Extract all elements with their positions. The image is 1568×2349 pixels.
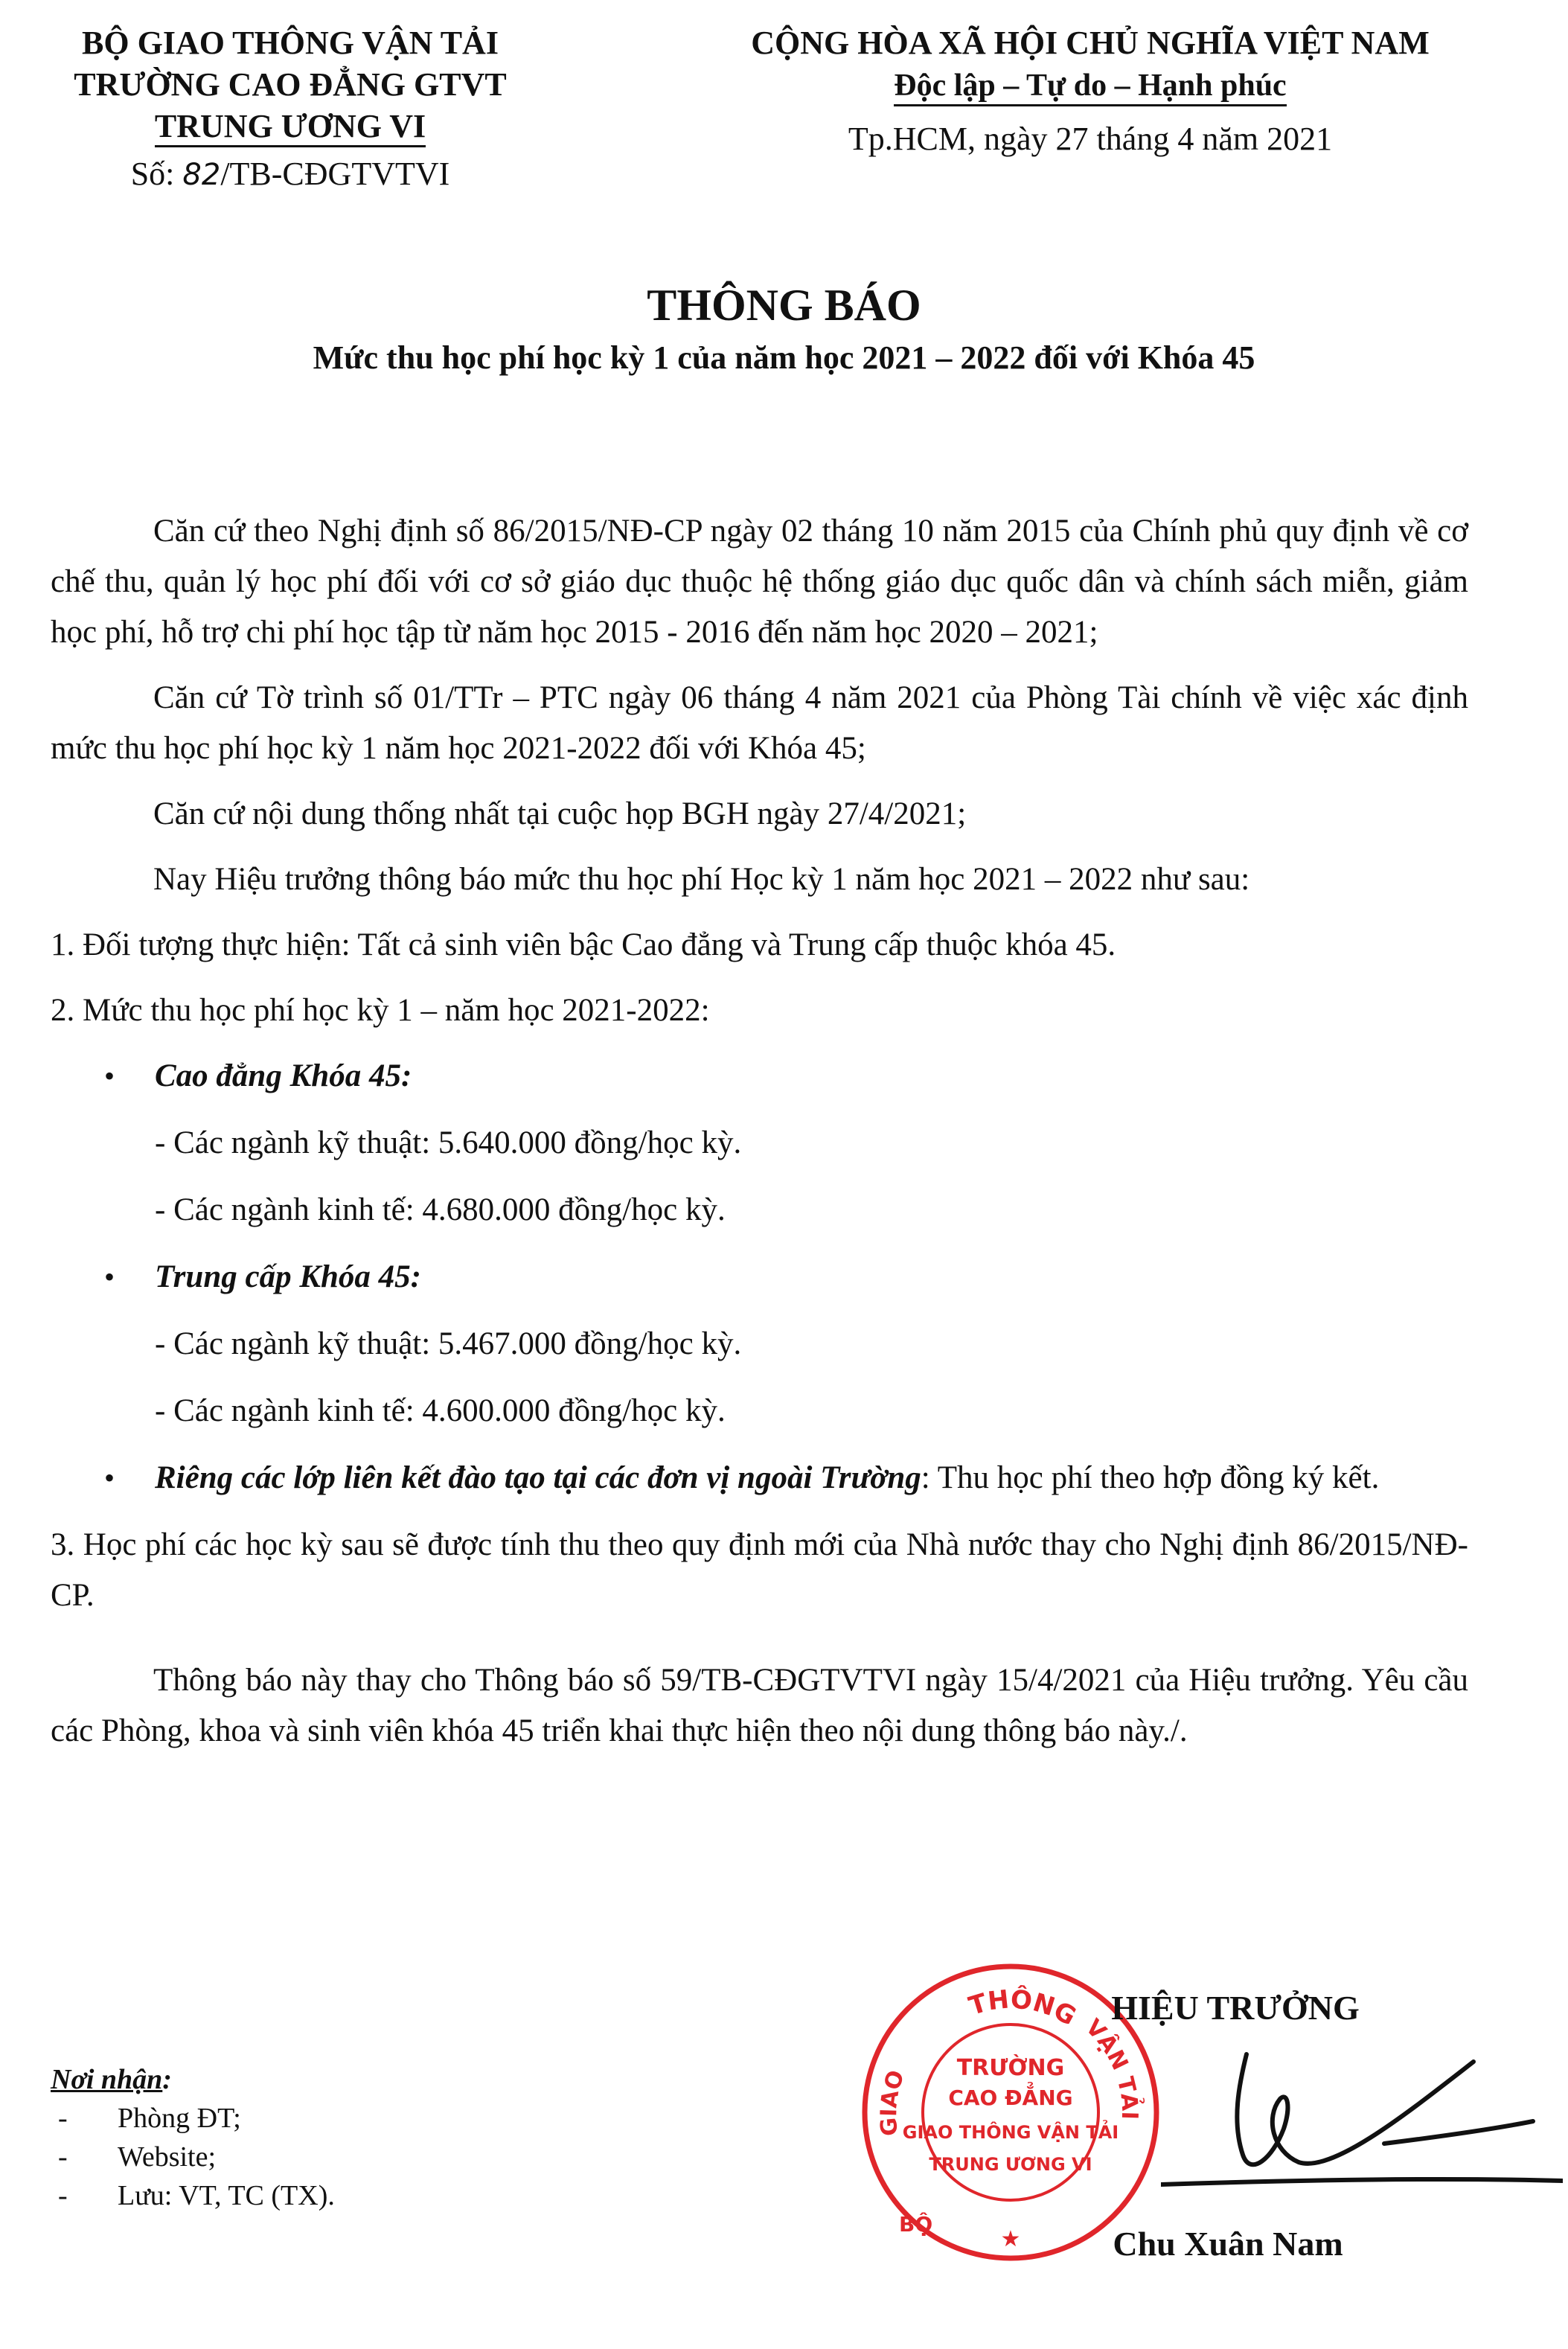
document-number	[30, 153, 551, 196]
legal-basis-1: Căn cứ theo Nghị định số 86/2015/NĐ-CP ngày 02 tháng 10 năm 2015 của Chính phủ quy định về cơ chế thu, quản lý học phí đối với cơ sở giáo dục thuộc hệ thống giáo dục quốc dân và chính sách miễn, giảm học phí, hỗ trợ chi phí học tập từ năm học 2015 - 2016 đến năm học 2020 – 2021;	[51, 514, 1468, 650]
document-body	[51, 506, 1468, 1771]
national-motto: Độc lập – Tự do – Hạnh phúc	[894, 67, 1286, 106]
legal-basis-3: Căn cứ nội dung thống nhất tại cuộc họp BGH ngày 27/4/2021;	[153, 796, 967, 831]
recipient-dash: -	[58, 2103, 68, 2134]
document-number-suffix: /TB-CĐGTVTVI	[220, 156, 450, 192]
cao-dang-heading: Cao đẳng Khóa 45:	[155, 1058, 412, 1093]
signatory-name: Chu Xuân Nam	[1113, 2225, 1343, 2263]
announcement-intro: Nay Hiệu trưởng thông báo mức thu học phí Học kỳ 1 năm học 2021 – 2022 như sau:	[153, 862, 1250, 897]
document-number-handwritten: 82	[182, 158, 221, 192]
seal-line-1: TRƯỜNG	[956, 2055, 1065, 2081]
recipient-dash: -	[58, 2141, 68, 2173]
bullet-cao-dang	[51, 1051, 1468, 1102]
seal-line-2: CAO ĐẲNG	[948, 2086, 1073, 2110]
closing-paragraph: Thông báo này thay cho Thông báo số 59/TB-CĐGTVTVI ngày 15/4/2021 của Hiệu trưởng. Yêu cầu các Phòng, khoa và sinh viên khóa 45 triển khai thực hiện theo nội dung thông báo này./.	[51, 1663, 1468, 1748]
school-name-line2: TRUNG ƯƠNG VI	[155, 108, 426, 147]
bullet-dot: •	[104, 1461, 115, 1495]
seal-ring-bottom: BỘ	[899, 2212, 933, 2237]
agency-header	[30, 22, 551, 196]
recipient-label: Website;	[118, 2141, 217, 2173]
document-title	[0, 279, 1568, 380]
bullet-trung-cap	[51, 1252, 1468, 1303]
recipient-label: Phòng ĐT;	[118, 2103, 241, 2134]
issue-date: Tp.HCM, ngày 27 tháng 4 năm 2021	[848, 121, 1333, 157]
lien-ket-heading: Riêng các lớp liên kết đào tạo tại các đơn vị ngoài Trường	[155, 1460, 921, 1495]
recipient-item	[51, 2176, 335, 2215]
title-subject: Mức thu học phí học kỳ 1 của năm học 2021 – 2022 đối với Khóa 45	[313, 339, 1255, 376]
lien-ket-text: : Thu học phí theo hợp đồng ký kết.	[921, 1460, 1380, 1495]
motto-wrap	[662, 64, 1518, 106]
seal-line-3: GIAO THÔNG VẬN TẢI	[902, 2122, 1119, 2143]
bullet-dot: •	[104, 1260, 115, 1294]
school-name: TRƯỜNG CAO ĐẲNG GTVT	[74, 66, 507, 103]
seal-ring-right: VẬN TẢI	[1080, 2014, 1143, 2121]
recipients	[51, 2060, 335, 2215]
document-number-prefix: Số:	[130, 156, 175, 192]
recipients-heading: Nơi nhận	[51, 2064, 163, 2095]
recipient-item	[51, 2099, 335, 2138]
item-2: 2. Mức thu học phí học kỳ 1 – năm học 2021-2022:	[51, 993, 710, 1028]
signatory-title: HIỆU TRƯỞNG	[1111, 1989, 1360, 2027]
seal-ring-left: GIAO	[875, 2067, 910, 2138]
trung-cap-economics-fee: - Các ngành kinh tế: 4.600.000 đồng/học kỳ.	[155, 1393, 726, 1428]
seal-line-4: TRUNG ƯƠNG VI	[929, 2154, 1092, 2175]
country-name: CỘNG HÒA XÃ HỘI CHỦ NGHĨA VIỆT NAM	[751, 25, 1430, 61]
cao-dang-technical-fee: - Các ngành kỹ thuật: 5.640.000 đồng/học kỳ.	[155, 1125, 742, 1160]
item-1: 1. Đối tượng thực hiện: Tất cả sinh viên bậc Cao đẳng và Trung cấp thuộc khóa 45.	[51, 927, 1116, 962]
school-name-line2-wrap	[30, 106, 551, 147]
item-3: 3. Học phí các học kỳ sau sẽ được tính thu theo quy định mới của Nhà nước thay cho Nghị định 86/2015/NĐ-CP.	[51, 1527, 1468, 1613]
cao-dang-economics-fee: - Các ngành kinh tế: 4.680.000 đồng/học kỳ.	[155, 1192, 726, 1227]
seal-star: ★	[1000, 2226, 1021, 2252]
recipients-colon: :	[162, 2064, 172, 2095]
title-main: THÔNG BÁO	[647, 281, 921, 330]
bullet-dot: •	[104, 1059, 115, 1093]
legal-basis-2: Căn cứ Tờ trình số 01/TTr – PTC ngày 06 tháng 4 năm 2021 của Phòng Tài chính về việc xác định mức thu học phí học kỳ 1 năm học 2021-2022 đối với Khóa 45;	[51, 680, 1468, 766]
signature-stroke	[1161, 2054, 1563, 2185]
ministry-name: BỘ GIAO THÔNG VẬN TẢI	[82, 25, 499, 61]
trung-cap-heading: Trung cấp Khóa 45:	[155, 1259, 421, 1294]
recipient-label: Lưu: VT, TC (TX).	[118, 2180, 335, 2211]
trung-cap-technical-fee: - Các ngành kỹ thuật: 5.467.000 đồng/học kỳ.	[155, 1326, 742, 1361]
recipient-item	[51, 2138, 335, 2176]
recipient-dash: -	[58, 2180, 68, 2211]
recipients-heading-wrap	[51, 2060, 335, 2099]
national-header	[662, 22, 1518, 160]
bullet-lien-ket	[51, 1453, 1468, 1503]
handwritten-signature	[1161, 2032, 1563, 2196]
seal-ring-top: THÔNG	[965, 1984, 1081, 2032]
